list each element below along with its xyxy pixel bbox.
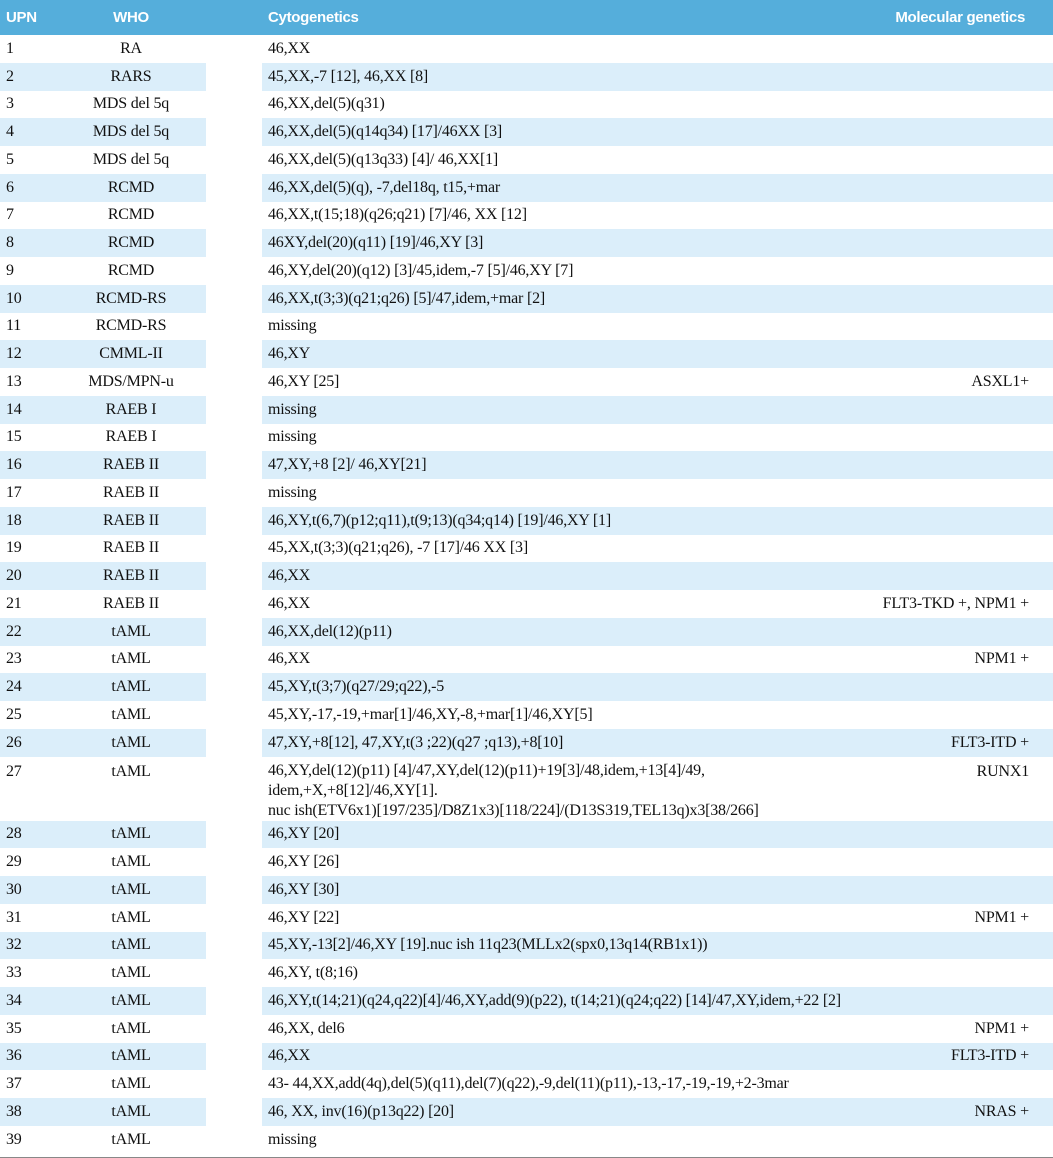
cell-who: RCMD-RS: [56, 285, 206, 313]
cell-who: RAEB II: [56, 451, 206, 479]
cell-cytogenetics: [262, 368, 873, 396]
cell-spacer: [206, 35, 262, 63]
cell-upn: 36: [0, 1043, 56, 1071]
cell-cytogenetics: [262, 91, 873, 119]
cell-molecular-genetics: [873, 876, 1053, 904]
cell-who: tAML: [111, 1130, 151, 1148]
cell-who: CMML-II: [56, 340, 206, 368]
cytogenetics-line-2: nuc ish(ETV6x1)[197/235]/D8Z1x3)[118/224]/(D13S319,TEL13q)x3[38/266]: [268, 801, 759, 819]
cell-upn: 35: [6, 1019, 22, 1037]
cell-upn: 11: [6, 317, 22, 335]
table-row: [0, 285, 1053, 313]
cell-upn: 24: [0, 673, 56, 701]
table-row: [0, 590, 1053, 618]
cell-spacer: [206, 646, 262, 674]
cell-upn: 28: [0, 821, 56, 849]
table-row: [0, 1098, 1053, 1126]
cell-molecular-genetics: NRAS +: [873, 1098, 1053, 1126]
cell-cytogenetics: [262, 757, 873, 821]
cytogenetics-line: 46,XX: [268, 594, 311, 612]
cell-cytogenetics: [262, 118, 873, 146]
cell-upn: 3: [6, 95, 14, 113]
table-row: [0, 1043, 1053, 1071]
cell-cytogenetics: [262, 313, 873, 341]
cell-cytogenetics: [262, 1098, 873, 1126]
cytogenetics-line: 46,XY,del(20)(q12) [3]/45,idem,-7 [5]/46,XY [7]: [268, 261, 574, 279]
cytogenetics-line: 47,XY,+8[12], 47,XY,t(3 ;22)(q27 ;q13),+8[10]: [268, 733, 564, 751]
cell-who: tAML: [111, 650, 151, 668]
cell-upn: 22: [0, 618, 56, 646]
cytogenetics-line: 46,XY,t(14;21)(q24,q22)[4]/46,XY,add(9)(p22), t(14;21)(q24;q22) [14]/47,XY,idem,+22 [2]: [268, 991, 841, 1009]
cell-spacer: [206, 701, 262, 729]
cytogenetics-line: 46,XY: [268, 345, 311, 363]
cell-who: tAML: [56, 1098, 206, 1126]
table-row: [0, 729, 1053, 757]
cell-molecular-genetics: [873, 932, 1053, 960]
table-row: [0, 63, 1053, 91]
cell-upn: 2: [0, 63, 56, 91]
cytogenetics-line: 45,XY,-13[2]/46,XY [19].nuc ish 11q23(MLLx2(spx0,13q14(RB1x1)): [268, 936, 708, 954]
cell-spacer: [206, 174, 262, 202]
cell-who: RAEB II: [103, 594, 159, 612]
cell-who: RCMD: [56, 174, 206, 202]
cell-molecular-genetics: [873, 35, 1053, 63]
cell-spacer: [206, 507, 262, 535]
cell-molecular-genetics: [873, 146, 1053, 174]
table-row: [0, 451, 1053, 479]
cell-cytogenetics: [262, 35, 873, 63]
cell-cytogenetics: [262, 340, 873, 368]
cell-cytogenetics: [262, 876, 873, 904]
cell-upn: 30: [0, 876, 56, 904]
cell-cytogenetics: [262, 848, 873, 876]
cell-spacer: [206, 118, 262, 146]
table-row: [0, 932, 1053, 960]
cell-who: MDS del 5q: [56, 118, 206, 146]
cell-cytogenetics: [262, 932, 873, 960]
cell-upn: 13: [6, 372, 22, 390]
cell-spacer: [206, 340, 262, 368]
cell-upn: 34: [0, 987, 56, 1015]
cell-spacer: [206, 202, 262, 230]
cell-cytogenetics: [262, 451, 873, 479]
cytogenetics-line: 45,XY,-17,-19,+mar[1]/46,XY,-8,+mar[1]/46,XY[5]: [268, 705, 593, 723]
table-row: [0, 1126, 1053, 1154]
table-row: [0, 507, 1053, 535]
cell-spacer: [206, 1098, 262, 1126]
cell-spacer: [206, 590, 262, 618]
cell-upn: 1: [6, 39, 14, 57]
cell-spacer: [206, 848, 262, 876]
table-row: [0, 118, 1053, 146]
cytogenetics-line: missing: [268, 1130, 317, 1148]
cell-upn: 17: [6, 483, 22, 501]
header-spacer: [206, 0, 262, 35]
cytogenetics-line: 46,XY [25]: [268, 372, 340, 390]
table-row: [0, 340, 1053, 368]
cell-molecular-genetics: [873, 507, 1053, 535]
cell-upn: 19: [6, 539, 22, 557]
cell-upn: 33: [6, 964, 22, 982]
cytogenetics-line: 46XY,del(20)(q11) [19]/46,XY [3]: [268, 234, 484, 252]
cell-upn: 7: [6, 206, 14, 224]
cell-molecular-genetics: [873, 340, 1053, 368]
cell-cytogenetics: [262, 396, 873, 424]
cell-molecular-genetics: [873, 848, 1053, 876]
cell-spacer: [206, 1015, 262, 1043]
cell-molecular-genetics: [873, 396, 1053, 424]
cell-who: MDS del 5q: [92, 150, 170, 168]
table-row: [0, 646, 1053, 674]
cell-upn: 5: [6, 150, 14, 168]
cell-upn: 6: [0, 174, 56, 202]
table-row: [0, 673, 1053, 701]
cell-molecular-genetics: [873, 63, 1053, 91]
cell-cytogenetics: [262, 562, 873, 590]
cytogenetics-line: 46,XY [30]: [268, 880, 340, 898]
cytogenetics-line: 46, XX, inv(16)(p13q22) [20]: [268, 1102, 454, 1120]
cell-spacer: [206, 959, 262, 987]
cell-molecular-genetics: NPM1 +: [974, 650, 1029, 668]
cell-who: tAML: [111, 705, 151, 723]
cell-molecular-genetics: FLT3-ITD +: [873, 1043, 1053, 1071]
table-row: [0, 535, 1053, 563]
cell-who: tAML: [111, 1019, 151, 1037]
cell-upn: 16: [0, 451, 56, 479]
cell-who: RAEB II: [103, 483, 159, 501]
table-row: [0, 904, 1053, 932]
header-molecular-genetics: Molecular genetics: [873, 0, 1053, 35]
cell-molecular-genetics: [873, 479, 1053, 507]
cytogenetics-line: 46,XY,del(12)(p11) [4]/47,XY,del(12)(p11)+19[3]/48,idem,+13[4]/49, idem,+X,+8[12]/46,XY[1].: [268, 761, 705, 799]
cell-spacer: [206, 562, 262, 590]
cytogenetics-line: 46,XY [22]: [268, 908, 340, 926]
cell-cytogenetics: [262, 701, 873, 729]
cell-spacer: [206, 757, 262, 821]
cytogenetics-line: 46,XY, t(8;16): [268, 964, 358, 982]
cell-molecular-genetics: [873, 701, 1053, 729]
cell-who: RCMD: [107, 261, 155, 279]
cell-molecular-genetics: FLT3-TKD +, NPM1 +: [882, 594, 1029, 612]
cell-molecular-genetics: ASXL1+: [971, 372, 1029, 390]
cell-who: tAML: [56, 876, 206, 904]
cell-upn: 31: [6, 908, 22, 926]
cytogenetics-line: 46,XY [20]: [268, 825, 340, 843]
cell-who: tAML: [111, 964, 151, 982]
table-row: [0, 396, 1053, 424]
cell-cytogenetics: [262, 904, 873, 932]
cell-upn: 21: [6, 594, 22, 612]
cell-cytogenetics: [262, 1043, 873, 1071]
cell-cytogenetics: [262, 821, 873, 849]
cell-cytogenetics: [262, 424, 873, 452]
cell-cytogenetics: [262, 729, 873, 757]
cell-cytogenetics: [262, 618, 873, 646]
table-row: [0, 821, 1053, 849]
cytogenetics-line: 46,XX,del(5)(q31): [268, 95, 385, 113]
table-row: [0, 848, 1053, 876]
cell-upn: 10: [0, 285, 56, 313]
cell-cytogenetics: [262, 535, 873, 563]
cell-molecular-genetics: [873, 257, 1053, 285]
cytogenetics-line: 46,XX,del(12)(p11): [268, 622, 392, 640]
cytogenetics-line: 45,XX,-7 [12], 46,XX [8]: [268, 67, 429, 85]
cell-upn: 12: [0, 340, 56, 368]
cell-spacer: [206, 1043, 262, 1071]
table-row: [0, 35, 1053, 63]
table-row: [0, 876, 1053, 904]
cell-molecular-genetics: NPM1 +: [974, 1019, 1029, 1037]
cell-spacer: [206, 229, 262, 257]
cell-upn: 25: [6, 705, 22, 723]
cytogenetics-line: 46,XX,del(5)(q13q33) [4]/ 46,XX[1]: [268, 150, 499, 168]
cell-who: tAML: [56, 729, 206, 757]
cell-cytogenetics: [262, 959, 873, 987]
cell-upn: 32: [0, 932, 56, 960]
cytogenetics-line: 46,XY,t(6,7)(p12;q11),t(9;13)(q34;q14) [19]/46,XY [1]: [268, 511, 611, 529]
header-who: WHO: [56, 0, 206, 35]
cell-spacer: [206, 368, 262, 396]
cell-cytogenetics: [262, 646, 873, 674]
cell-molecular-genetics: [873, 229, 1053, 257]
cell-spacer: [206, 987, 262, 1015]
table-row: [0, 479, 1053, 507]
cell-molecular-genetics: [873, 987, 1053, 1015]
cell-spacer: [206, 451, 262, 479]
cell-cytogenetics: [262, 1070, 873, 1098]
cell-molecular-genetics: [873, 451, 1053, 479]
cell-molecular-genetics: [873, 202, 1053, 230]
cell-who: tAML: [111, 908, 151, 926]
cytogenetics-line: 46,XY [26]: [268, 853, 340, 871]
cell-upn: 37: [6, 1075, 22, 1093]
table-row: [0, 1015, 1053, 1043]
cell-molecular-genetics: [873, 91, 1053, 119]
header-cytogenetics: Cytogenetics: [262, 0, 873, 35]
cytogenetics-line: missing: [268, 400, 317, 418]
cell-cytogenetics: [262, 479, 873, 507]
cytogenetics-line: 46,XX,t(15;18)(q26;q21) [7]/46, XX [12]: [268, 206, 527, 224]
cell-spacer: [206, 257, 262, 285]
cytogenetics-line: 43- 44,XX,add(4q),del(5)(q11),del(7)(q22),-9,del(11)(p11),-13,-17,-19,-19,+2-3mar: [268, 1075, 789, 1093]
cell-who: tAML: [111, 1075, 151, 1093]
cell-who: tAML: [56, 673, 206, 701]
cytogenetics-line: 45,XX,t(3;3)(q21;q26), -7 [17]/46 XX [3]: [268, 539, 528, 557]
table-header-row: [0, 0, 1053, 35]
cell-upn: 26: [0, 729, 56, 757]
cell-molecular-genetics: [873, 1126, 1053, 1154]
cell-spacer: [206, 876, 262, 904]
cell-molecular-genetics: [873, 1070, 1053, 1098]
cell-molecular-genetics: [873, 959, 1053, 987]
cell-molecular-genetics: [873, 673, 1053, 701]
table-row: [0, 174, 1053, 202]
cell-spacer: [206, 285, 262, 313]
cell-spacer: [206, 618, 262, 646]
cytogenetics-line: missing: [268, 317, 317, 335]
table-row: [0, 91, 1053, 119]
cell-who: RCMD: [56, 229, 206, 257]
cell-who: RAEB II: [56, 562, 206, 590]
cell-who: tAML: [56, 821, 206, 849]
cell-who: RAEB I: [56, 396, 206, 424]
cell-cytogenetics: [262, 987, 873, 1015]
cell-molecular-genetics: NPM1 +: [974, 908, 1029, 926]
cell-who: RAEB II: [56, 507, 206, 535]
cell-spacer: [206, 932, 262, 960]
cell-upn: 39: [6, 1130, 22, 1148]
cell-spacer: [206, 673, 262, 701]
cell-upn: 38: [0, 1098, 56, 1126]
cell-spacer: [206, 1126, 262, 1154]
cytogenetics-line: missing: [268, 483, 317, 501]
cell-who: RAEB I: [105, 428, 157, 446]
table-row: [0, 257, 1053, 285]
cell-spacer: [206, 424, 262, 452]
cell-upn: 29: [6, 853, 22, 871]
cytogenetics-line: 46,XX: [268, 567, 311, 585]
cell-spacer: [206, 396, 262, 424]
table-row: [0, 146, 1053, 174]
table-row: [0, 701, 1053, 729]
cell-cytogenetics: [262, 1126, 873, 1154]
cell-cytogenetics: [262, 174, 873, 202]
table-row: [0, 959, 1053, 987]
cell-molecular-genetics: [873, 424, 1053, 452]
cytogenetics-line: 46,XX,del(5)(q), -7,del18q, t15,+mar: [268, 178, 500, 196]
header-upn: UPN: [0, 0, 56, 35]
table-row: [0, 562, 1053, 590]
cell-molecular-genetics: [873, 535, 1053, 563]
cytogenetics-line: 46,XX: [268, 1047, 311, 1065]
cell-cytogenetics: [262, 229, 873, 257]
cell-who: MDS del 5q: [92, 95, 170, 113]
cell-cytogenetics: [262, 590, 873, 618]
cell-upn: 20: [0, 562, 56, 590]
cell-who: tAML: [56, 932, 206, 960]
cytogenetics-line: 46,XX: [268, 39, 311, 57]
cell-molecular-genetics: [873, 821, 1053, 849]
cell-cytogenetics: [262, 285, 873, 313]
cell-spacer: [206, 479, 262, 507]
table-row: [0, 368, 1053, 396]
table-row: [0, 313, 1053, 341]
cell-molecular-genetics: [873, 313, 1053, 341]
cell-spacer: [206, 146, 262, 174]
cell-molecular-genetics: [873, 174, 1053, 202]
cell-spacer: [206, 729, 262, 757]
cell-spacer: [206, 535, 262, 563]
cell-who: tAML: [111, 853, 151, 871]
cell-upn: 4: [0, 118, 56, 146]
cell-who: tAML: [56, 618, 206, 646]
cell-upn: 15: [6, 428, 22, 446]
cell-spacer: [206, 904, 262, 932]
cell-upn: 23: [6, 650, 22, 668]
cell-cytogenetics: [262, 63, 873, 91]
cell-upn: 14: [0, 396, 56, 424]
cell-spacer: [206, 91, 262, 119]
cell-cytogenetics: [262, 1015, 873, 1043]
cell-who: RA: [120, 39, 142, 57]
table-body: [0, 35, 1053, 1154]
cytogenetics-line: 47,XY,+8 [2]/ 46,XY[21]: [268, 456, 427, 474]
cell-who: tAML: [111, 762, 151, 780]
cytogenetics-line: 46,XX, del6: [268, 1019, 345, 1037]
cell-who: RAEB II: [103, 539, 159, 557]
cell-spacer: [206, 1070, 262, 1098]
table-row: [0, 987, 1053, 1015]
cell-spacer: [206, 821, 262, 849]
cell-cytogenetics: [262, 257, 873, 285]
cell-spacer: [206, 313, 262, 341]
table-row: [0, 202, 1053, 230]
cell-molecular-genetics: [873, 618, 1053, 646]
cytogenetics-line: 46,XX: [268, 650, 311, 668]
table-row: [0, 757, 1053, 821]
cell-molecular-genetics: [873, 285, 1053, 313]
cell-who: RARS: [56, 63, 206, 91]
cell-who: tAML: [56, 987, 206, 1015]
table-row: [0, 424, 1053, 452]
cell-who: RCMD: [107, 206, 155, 224]
cell-who: MDS/MPN-u: [88, 372, 174, 390]
table-row: [0, 618, 1053, 646]
cytogenetics-line: 45,XY,t(3;7)(q27/29;q22),-5: [268, 678, 445, 696]
cytogenetics-line: 46,XX,del(5)(q14q34) [17]/46XX [3]: [268, 123, 503, 141]
cell-who: RCMD-RS: [95, 317, 167, 335]
cell-upn: 9: [6, 261, 14, 279]
cell-cytogenetics: [262, 146, 873, 174]
cell-upn: 8: [0, 229, 56, 257]
cytogenetics-line: missing: [268, 428, 317, 446]
cytogenetics-line: 46,XX,t(3;3)(q21;q26) [5]/47,idem,+mar [2]: [268, 289, 546, 307]
cell-molecular-genetics: RUNX1: [976, 762, 1029, 780]
cell-who: tAML: [56, 1043, 206, 1071]
cell-upn: 18: [0, 507, 56, 535]
table-row: [0, 229, 1053, 257]
cell-upn: 27: [6, 762, 22, 780]
cell-spacer: [206, 63, 262, 91]
cell-cytogenetics: [262, 673, 873, 701]
table-row: [0, 1070, 1053, 1098]
cell-molecular-genetics: FLT3-ITD +: [873, 729, 1053, 757]
cell-molecular-genetics: [873, 562, 1053, 590]
cell-cytogenetics: [262, 202, 873, 230]
cell-molecular-genetics: [873, 118, 1053, 146]
cell-cytogenetics: [262, 507, 873, 535]
